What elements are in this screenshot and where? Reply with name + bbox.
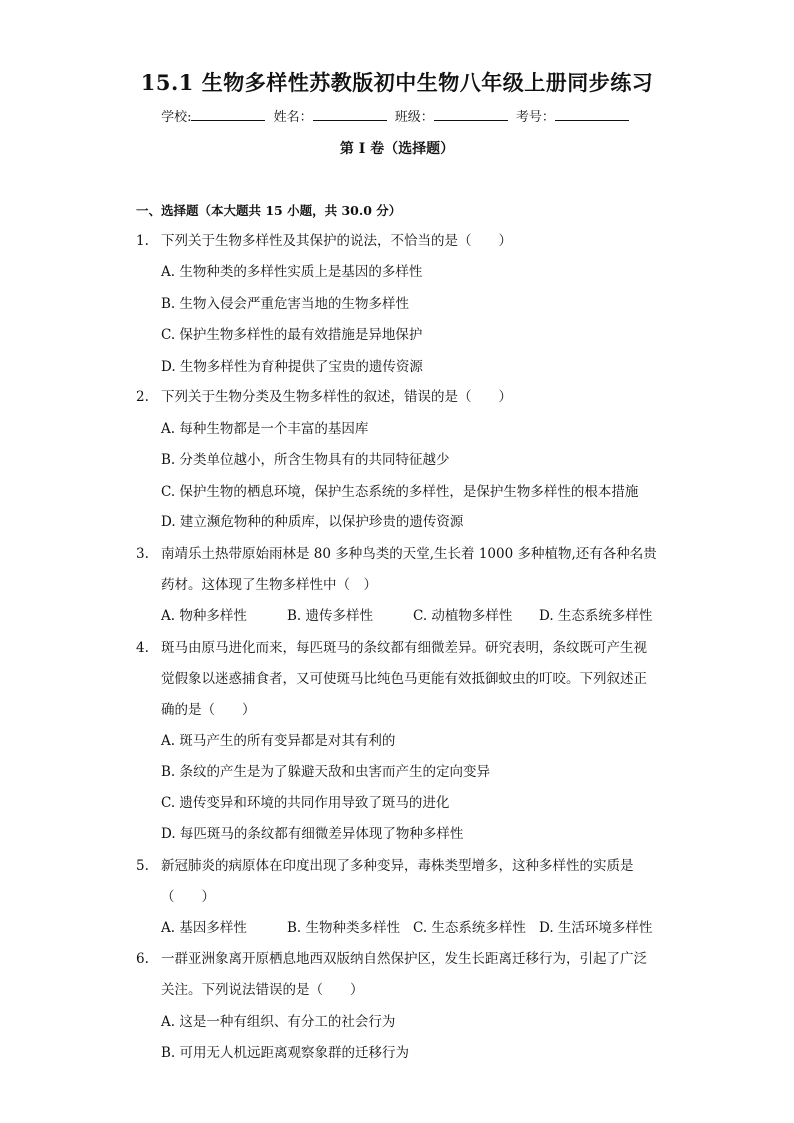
volume-heading: 第 I 卷（选择题） xyxy=(339,141,455,157)
question-stem-line-2: 觉假象以迷惑捕食者，又可使斑马比纯色马更能有效抵御蚊虫的叮咬。下列叙述正 xyxy=(161,671,647,687)
options-row xyxy=(161,913,671,944)
option-d: D. 建立濒危物种的种质库，以保护珍贵的遗传资源 xyxy=(161,514,464,530)
exam-no-field xyxy=(516,105,633,131)
question-5 xyxy=(136,851,666,913)
name-label: 姓名： xyxy=(273,110,313,125)
option-a: A. 这是一种有组织、有分工的社会行为 xyxy=(161,1014,396,1030)
question-stem-line-1: 斑马由原马进化而来，每匹斑马的条纹都有细微差异。研究表明，条纹既可产生视 xyxy=(161,640,647,656)
question-stem-line-2: （ ） xyxy=(161,889,215,905)
question-number: 2. xyxy=(136,389,149,405)
option-b: B. 可用无人机远距离观察象群的迁移行为 xyxy=(161,1045,410,1061)
option-d: D. 生活环境多样性 xyxy=(539,920,653,936)
option-a: A. 基因多样性 xyxy=(161,920,247,936)
section-heading: 一、选择题（本大题共 15 小题，共 30.0 分） xyxy=(136,203,402,218)
question-2 xyxy=(136,382,666,413)
question-stem-line-2: 药材。这体现了生物多样性中（ ） xyxy=(161,577,377,593)
option-b: B. 遗传多样性 xyxy=(287,608,374,624)
school-label: 学校: xyxy=(161,110,192,125)
option-d: D. 生物多样性为育种提供了宝贵的遗传资源 xyxy=(161,359,423,375)
option-b: B. 生物种类多样性 xyxy=(287,920,401,936)
option-c: C. 遗传变异和环境的共同作用导致了斑马的进化 xyxy=(161,795,450,811)
question-6 xyxy=(136,944,666,1006)
question-number: 3. xyxy=(136,546,149,562)
exam-no-label: 考号： xyxy=(515,110,555,125)
option-b: B. 生物入侵会严重危害当地的生物多样性 xyxy=(161,296,410,312)
question-number: 6. xyxy=(136,951,149,967)
option-d: D. 每匹斑马的条纹都有细微差异体现了物种多样性 xyxy=(161,826,464,842)
option-b: B. 条纹的产生是为了躲避天敌和虫害而产生的定向变异 xyxy=(161,764,491,780)
school-field xyxy=(161,105,269,131)
class-blank xyxy=(434,107,508,121)
class-field xyxy=(395,105,512,131)
options-row xyxy=(161,601,671,632)
option-a: A. 斑马产生的所有变异都是对其有利的 xyxy=(161,733,396,749)
question-number: 1. xyxy=(136,233,149,249)
question-stem-line-1: 一群亚洲象离开原栖息地西双版纳自然保护区，发生长距离迁移行为，引起了广泛 xyxy=(161,951,647,967)
question-1 xyxy=(136,226,666,257)
student-info-line xyxy=(0,105,794,131)
name-field xyxy=(274,105,391,131)
option-c: C. 生态系统多样性 xyxy=(413,920,526,936)
option-b: B. 分类单位越小，所含生物具有的共同特征越少 xyxy=(161,452,450,468)
school-blank xyxy=(191,107,265,121)
class-label: 班级： xyxy=(394,110,434,125)
option-a: A. 生物种类的多样性实质上是基因的多样性 xyxy=(161,264,423,280)
option-a: A. 物种多样性 xyxy=(161,608,247,624)
question-number: 4. xyxy=(136,640,149,656)
question-stem: 下列关于生物多样性及其保护的说法，不恰当的是（ ） xyxy=(161,233,512,249)
exam-no-blank xyxy=(555,107,629,121)
option-d: D. 生态系统多样性 xyxy=(539,608,653,624)
question-3 xyxy=(136,539,666,601)
option-c: C. 保护生物多样性的最有效措施是异地保护 xyxy=(161,327,423,343)
question-number: 5. xyxy=(136,858,149,874)
question-stem-line-2: 关注。下列说法错误的是（ ） xyxy=(161,982,364,998)
question-4 xyxy=(136,633,666,726)
question-stem-line-1: 南靖乐土热带原始雨林是 80 多种鸟类的天堂,生长着 1000 多种植物,还有各种名贵 xyxy=(161,546,657,562)
page-title: 15.1 生物多样性苏教版初中生物八年级上册同步练习 xyxy=(140,70,654,95)
question-stem-line-3: 确的是（ ） xyxy=(161,702,256,718)
option-a: A. 每种生物都是一个丰富的基因库 xyxy=(161,421,369,437)
option-c: C. 保护生物的栖息环境，保护生态系统的多样性，是保护生物多样性的根本措施 xyxy=(161,484,639,500)
name-blank xyxy=(313,107,387,121)
question-stem: 下列关于生物分类及生物多样性的叙述，错误的是（ ） xyxy=(161,389,512,405)
option-c: C. 动植物多样性 xyxy=(413,608,513,624)
question-stem-line-1: 新冠肺炎的病原体在印度出现了多种变异，毒株类型增多，这种多样性的实质是 xyxy=(161,858,634,874)
